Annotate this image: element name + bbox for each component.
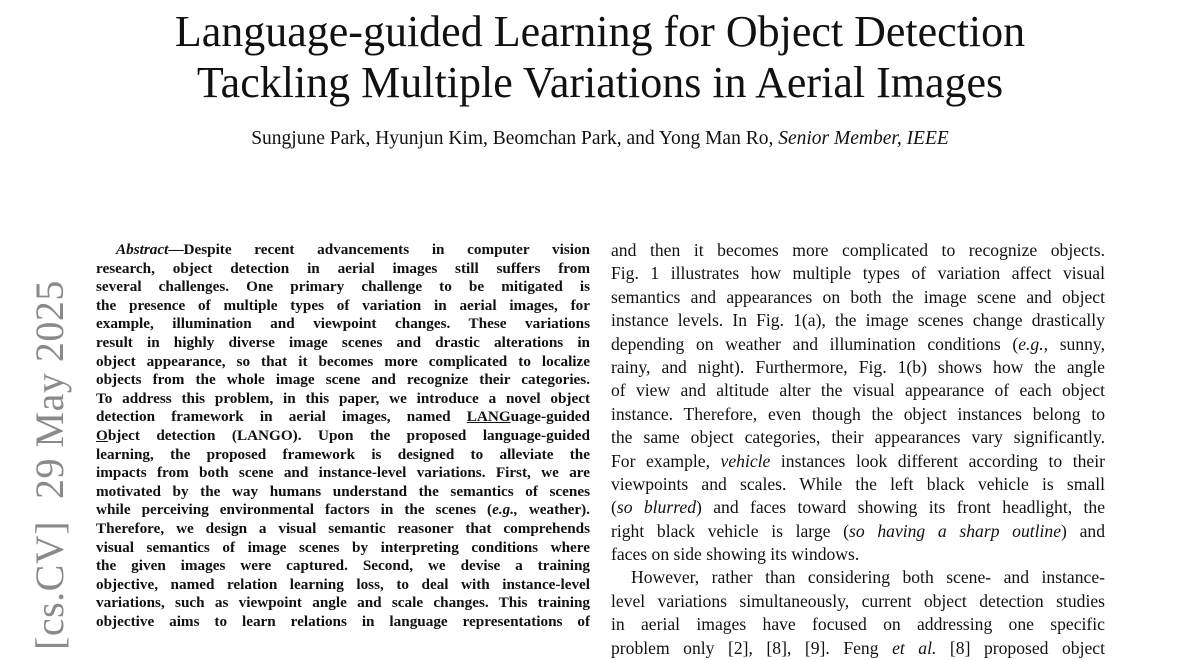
- abstract-line: objective aims to learn relations in language representations of: [96, 612, 590, 630]
- body-line: However, rather than considering both scene- and instance-: [631, 567, 1105, 588]
- body-line: in aerial images have focused on addressing one specific: [611, 614, 1105, 635]
- body-line: right black vehicle is large (so having a sharp outline) and: [611, 520, 1105, 541]
- body-line: the same object categories, their appearances vary significantly.: [611, 427, 1105, 448]
- o-underline: O: [96, 426, 108, 444]
- abstract-line: the presence of multiple types of variation in aerial images, for: [96, 296, 590, 314]
- body-line: (so blurred) and faces toward showing its front headlight, the: [611, 497, 1105, 518]
- body-line: depending on weather and illumination conditions (e.g., sunny,: [611, 333, 1105, 354]
- abstract-line: objects from the whole image scene and recognize their categories.: [96, 371, 590, 389]
- abstract-line: motivated by the way humans understand the semantics of scenes: [96, 482, 590, 500]
- body-line: viewpoints and scales. While the left black vehicle is small: [611, 473, 1105, 494]
- abstract-line: variations, such as viewpoint angle and scale changes. This training: [96, 594, 590, 612]
- body-line: For example, vehicle instances look different according to their: [611, 450, 1105, 471]
- arxiv-category: [cs.CV]: [27, 520, 72, 650]
- abstract-line: Abstract—Despite recent advancements in computer vision: [116, 241, 590, 258]
- arxiv-date: 29 May 2025: [27, 280, 72, 499]
- author-list: [0, 127, 1200, 151]
- abstract-line: detection framework in aerial images, named LANGuage-guided: [96, 408, 590, 426]
- abstract-line: learning, the proposed framework is designed to alleviate the: [96, 445, 590, 463]
- authors-names: Sungjune Park, Hyunjun Kim, Beomchan Park, and Yong Man Ro,: [251, 128, 774, 149]
- abstract-line: object appearance, so that it becomes more complicated to localize: [96, 352, 590, 370]
- lang-underline: LANG: [466, 408, 511, 426]
- body-line: rainy, and night). Furthermore, Fig. 1(b) shows how the angle: [611, 356, 1105, 377]
- abstract-label: Abstract: [116, 241, 169, 258]
- body-line: semantics and appearances on both the image scene and object: [611, 286, 1105, 307]
- author-role: Senior Member, IEEE: [778, 128, 949, 149]
- abstract-line: To address this problem, in this paper, we introduce a novel object: [96, 389, 590, 407]
- body-line: and then it becomes more complicated to recognize objects.: [611, 240, 1105, 260]
- abstract-line: impacts from both scene and instance-level variations. First, we are: [96, 464, 590, 482]
- body-line: faces on side showing its windows.: [611, 544, 860, 565]
- abstract-line: result in highly diverse image scenes and drastic alterations in: [96, 333, 590, 351]
- abstract-line: Therefore, we design a visual semantic reasoner that comprehends: [96, 519, 590, 537]
- title-line-1: Language-guided Learning for Object Detection: [174, 7, 1026, 56]
- abstract-line: example, illumination and viewpoint changes. These variations: [96, 315, 590, 333]
- body-line: problem only [2], [8], [9]. Feng et al. [8] proposed object: [611, 637, 1105, 658]
- body-line: of view and altitude alter the visual appearance of each object: [611, 380, 1105, 401]
- body-line: instance. Therefore, even though the object instances belong to: [611, 403, 1105, 424]
- arxiv-watermark: [26, 280, 74, 650]
- abstract-line: Object detection (LANGO). Upon the proposed language-guided: [96, 426, 590, 444]
- abstract-line: research, object detection in aerial images still suffers from: [96, 259, 590, 277]
- paper-title: [0, 6, 1200, 108]
- body-line: instance levels. In Fig. 1(a), the image scenes change drastically: [611, 310, 1105, 331]
- abstract-section: [96, 241, 590, 631]
- abstract-line: objective, named relation learning loss, to deal with instance-level: [96, 575, 590, 593]
- body-text-column: [611, 239, 1105, 660]
- abstract-line: several challenges. One primary challenge to be mitigated is: [96, 278, 590, 296]
- abstract-line: while perceiving environmental factors in the scenes (e.g., weather).: [96, 501, 590, 519]
- body-line: level variations simultaneously, current object detection studies: [611, 590, 1105, 611]
- abstract-line: visual semantics of image scenes by interpreting conditions where: [96, 538, 590, 556]
- abstract-line: the given images were captured. Second, we devise a training: [96, 557, 590, 575]
- title-line-2: Tackling Multiple Variations in Aerial Images: [196, 58, 1004, 107]
- body-line: Fig. 1 illustrates how multiple types of variation affect visual: [611, 263, 1105, 284]
